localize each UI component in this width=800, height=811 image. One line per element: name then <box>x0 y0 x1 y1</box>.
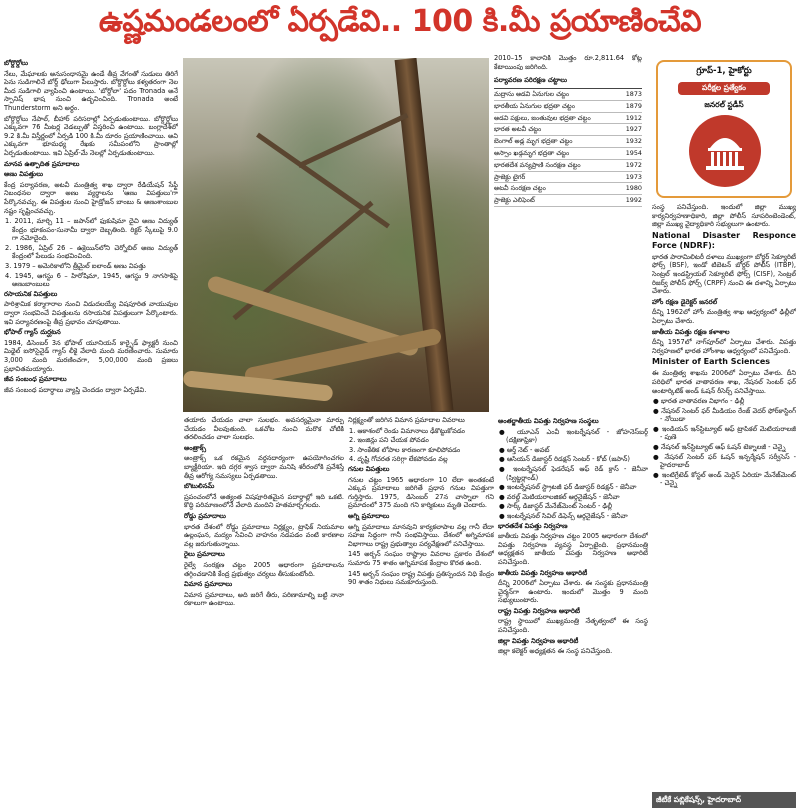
paragraph: నేలు, మేఘాలకు అనుసంధానమై ఉండే తీవ్ర వేగంతో సుడులు తిరిగే పెను సుడిగాలినే బోర్డ్ ఢోలుగా పిలుస్తారు. బోర్డొర్డోలు కళ్యతరంగా నెల మీద సుడిగాలి వ్యాపించి ఉంటాయి. 'బోర్డోలా' పదం Tronada అనే స్పానిష్ భాష నుంచి ఉద్భవించింది. Tronada అంటే Thunderstorm అని అర్థం. <box>4 69 178 112</box>
law-name: ప్రాజెక్టు ఎలిఫెంట్ <box>494 196 535 205</box>
law-name: భారతదేశ వన్యప్రాణి సంరక్షణ చట్టం <box>494 160 581 169</box>
paragraph: తయారు చేయడం చాలా సులభం. అవసర్యమైనా మార్పు చేయడం వీలవుతుంది. ఒకచోట నుంచి మరొక చోటికి తరలించడం చాలా సులభం. <box>184 416 344 442</box>
list-item: 4. దృష్టి గోచరత సరిగ్గా లేకపోవడం వల్ల <box>349 455 448 464</box>
badge-subject: జనరల్ స్టడీస్ <box>704 100 744 109</box>
section-heading: జాతీయ విపత్తు రక్షణ కళాశాల <box>652 327 730 336</box>
law-name: ప్రాజెక్టు టైగర్ <box>494 172 526 181</box>
org-list-item: ● సార్క్ డిజాస్టర్ మేనేజ్‌మెంట్ సెంటర్ - ఢిల్లీ <box>499 502 613 511</box>
laws-table-row <box>494 124 642 136</box>
budget-note: 2010–15 కాలానికి మొత్తం రూ.2,811.64 కోట్ల కేటాయింపు జరిగింది. <box>494 54 642 71</box>
article-column-4 <box>498 416 648 806</box>
law-year: 1927 <box>625 125 642 134</box>
laws-table-row <box>494 160 642 172</box>
paragraph: దీన్ని 1957లో నాగ్‌పూర్‌లో ఏర్పాటు చేశారు. విపత్తు నిర్వహణలో భారత హోంశాఖ ఆధ్వర్యంలో పనిచేస్తుంది. <box>652 338 796 355</box>
paragraph: రాష్ట్ర స్థాయిలో ముఖ్యమంత్రి నేతృత్వంలో ఈ సంస్థ పనిచేస్తుంది. <box>498 617 648 635</box>
tree-branch <box>256 133 390 229</box>
law-name: బెంగాల్ అడ్ల మృగ భద్రతా చట్టం <box>494 137 573 146</box>
section-heading: అంతర్జాతీయ విపత్తు నిర్వహణ సంస్థలు <box>498 417 599 425</box>
paragraph: గనుల చట్టం 1965 ఆధారంగా 10 లేదా అంతకంటే ఎక్కువ ప్రమాదాలు జరిగితే ప్రధాన గనుల విపత్తుగా గుర్తిస్తారు. 1975, డిసెంబర్ 27న చాస్నాలా గని ప్రమాదంలో 375 మంది గని కార్మికులు మృతి చెందారు. <box>348 475 494 510</box>
institute-list-item: ● ఇండియన్ ఇన్‌స్టిట్యూట్ ఆఫ్ ట్రాపికల్ మెటియరాలజీ - పుణె <box>653 424 796 442</box>
paragraph: కేంద్ర పర్యావరణ, అటవీ మంత్రిత్వ శాఖ ద్వారా రేడియేషన్ సేఫ్టీ నిబంధనల ద్వారా అణు వ్యర్థాలను 'ఆణు విపత్తులు'గా పేర్కొనవచ్చు. ఈ విపత్తుల నుంచి హైడ్రోజన్ బాంబు & అణుశాంబుల నష్టం సృష్టించవచ్చు. <box>4 180 178 215</box>
paragraph: విమాన ప్రమాదాలు, అది జరిగే తీరు, పరిణామాల్ని బట్టి నానా రకాలుగా ఉంటాయి. <box>184 590 344 608</box>
section-heading: హోం రక్షణ డైరెక్టర్ జనరల్ <box>652 297 718 306</box>
badge-subtitle: పరీక్షల ప్రత్యేకం <box>678 82 770 95</box>
law-year: 1972 <box>625 160 642 169</box>
section-heading: రోడ్డు ప్రమాదాలు <box>184 511 226 520</box>
law-year: 1973 <box>625 172 642 181</box>
institute-list-item: ● నేషనల్ సెంటర్ ఫర్ ఓషన్ ఇన్ఫర్మేషన్ సర్వీసెస్ - హైదరాబాద్ <box>653 452 796 470</box>
org-list-item: ● ఆసియన్ డిజాస్టర్ రిడక్షన్ సెంటర్ - కోబ్ (జపాన్) <box>499 455 630 464</box>
section-heading: జిల్లా విపత్తు నిర్వహణ అథారిటీ <box>498 636 579 645</box>
section-heading: విమాన ప్రమాదాలు <box>184 580 233 589</box>
exam-special-badge <box>656 60 792 198</box>
laws-table-row <box>494 89 642 101</box>
paragraph: సంస్థ పనిచేస్తుంది. ఇందులో జిల్లా ముఖ్య కార్యనిర్వహణాధికారి, జిల్లా పోలీస్ సూపరింటెండెంట్, జిల్లా ముఖ్య వైద్యాధికారి సభ్యులుగా ఉంటారు. <box>652 203 796 229</box>
laws-table-row <box>494 183 642 195</box>
section-heading: అగ్ని ప్రమాదాలు <box>348 511 390 520</box>
law-year: 1912 <box>625 113 642 122</box>
law-name: భారత అటవీ చట్టం <box>494 125 542 134</box>
paragraph: జీవ సంబంధ పదార్థాలు వ్యాప్తి చెందడం ద్వారా ఏర్పడేవి. <box>4 385 147 394</box>
institute-list-item: ● ఇంటిగ్రేటెడ్ కోస్టల్ అండ్ మెరైన్ ఏరియా మేనేజ్‌మెంట్ - చెన్నై <box>653 470 796 488</box>
laws-table-row <box>494 136 642 148</box>
section-heading: భోపాల్ గ్యాస్ దుర్ఘటన <box>4 328 61 337</box>
section-heading: బోర్డొర్డోలు <box>4 59 29 67</box>
article-column-2 <box>184 416 344 806</box>
article-column-1 <box>4 58 178 806</box>
org-list-item: ● ఇంటర్నేషనల్ సివిల్ డిఫెన్స్ ఆర్గనైజేషన్ - జెనీవా <box>499 511 628 520</box>
laws-table-row <box>494 148 642 160</box>
paragraph: అగ్ని ప్రమాదాలు మానవుని కార్యకలాపాల వల్ల గానీ లేదా సహజ సిద్ధంగా గానీ సంభవిస్తాయి. దేశంలో అగ్నిమాపక విభాగాలు రాష్ట్ర ప్రభుత్వాల పర్యవేక్షణలో పనిచేస్తాయి. <box>348 522 494 548</box>
paragraph: 1984, డిసెంబర్ 3న భోపాల్ యూనియన్ కార్బైడ్ ఫ్యాక్టరీ నుంచి మిథైల్ ఐసోసైనైడ్ గ్యాస్ లీకై వేలాది మంది మరణించారు. సుమారు 3,000 మంది మరణించగా, 5,00,000 మంది ప్రజలు ప్రభావితమయ్యారు. <box>4 338 178 373</box>
law-year: 1879 <box>625 101 642 110</box>
paragraph: పారిశ్రామిక కర్మాగారాల నుంచి విడుదలయ్యే విషపూరిత వాయువుల ద్వారా సంభవించే విపత్తులను రసాయనిక విపత్తులుగా పేర్కొంటారు. ఇవి పర్యావరణంపై తీవ్ర ప్రభావం చూపుతాయి. <box>4 300 178 326</box>
paragraph: భారత దేశంలో రోడ్డు ప్రమాదాలు నిర్లక్ష్యం, ట్రాఫిక్ నియమాల ఉల్లంఘన, మద్యం సేవించి వాహనం నడపడం వంటి కారణాల వల్ల జరుగుతున్నాయి. <box>184 522 344 548</box>
paragraph: ప్రపంచంలోనే అత్యంత విషపూరితమైన పదార్థాల్లో ఇది ఒకటి. కొద్ది పరిమాణంలోనే వేలాది మందిని హతమార్చగలదు. <box>184 492 344 510</box>
parliament-emblem-icon <box>688 114 762 188</box>
section-heading: జీవ సంబంధ ప్రమాదాలు <box>4 375 67 384</box>
law-name: అస్సాం ఖడ్గమృగ భద్రతా చట్టం <box>494 148 570 157</box>
section-heading: మానవ ఉత్పాదిత ప్రమాదాలు <box>4 159 80 168</box>
section-heading: రైలు ప్రమాదాలు <box>184 550 225 559</box>
paragraph: భారత పారామిలిటరీ దళాలు ముఖ్యంగా బోర్డర్ సెక్యూరిటీ ఫోర్స్ (BSF), ఇండో టిబెటన్ బోర్డర్ పోలీస్ (ITBP), సెంట్రల్ ఇండస్ట్రియల్ సెక్యూరిటీ ఫోర్స్ (CISF), సెంట్రల్ రిజర్వ్ పోలీస్ ఫోర్స్ (CRPF) నుంచి ఈ దళాన్ని ఏర్పాటు చేశారు. <box>652 252 796 296</box>
org-list-item: ● ఇంటర్నేషనల్ ఫెడరేషన్ ఆఫ్ రెడ్ క్రాస్ - జెనీవా (స్విట్జర్లాండ్) <box>499 464 648 482</box>
article-column-3 <box>348 416 494 806</box>
section-heading: అణు విపత్తులు <box>4 170 44 179</box>
org-list-item: ● ఇంటర్నేషనల్ స్ట్రాటజీ ఫర్ డిజాస్టర్ రిడక్షన్ - జెనీవా <box>499 483 637 492</box>
laws-table <box>494 74 642 234</box>
fallen-log <box>244 327 443 384</box>
tree-trunk <box>395 58 454 412</box>
law-name: అటవీ సంరక్షణ చట్టం <box>494 184 546 193</box>
list-item: 1. 2011, మార్చి 11 – జపాన్‌లో ఫుకుషిమా దైచి అణు విద్యుత్ కేంద్రం భూకంపం-సునామీ ద్వారా దెబ్బతింది. రిక్టర్ స్కేలుపై 9.0 గా నమోదైంది. <box>5 217 178 243</box>
law-year: 1992 <box>625 196 642 205</box>
laws-table-row <box>494 113 642 125</box>
org-list-item: ● యూఎన్ ఎంవీ ఇంటర్నేషనల్ - జోహనెస్‌బర్గ్ (దక్షిణాఫ్రికా) <box>499 427 648 445</box>
law-year: 1980 <box>625 184 642 193</box>
list-item: 1. ఆకాశంలో రెండు విమానాలు ఢీకొట్టుకోవడం <box>349 426 466 435</box>
paragraph: జాతీయ విపత్తు నిర్వహణ చట్టం 2005 ఆధారంగా దేశంలో విపత్తు నిర్వహణ వ్యవస్థ ఏర్పాటైంది. ప్రధానమంత్రి అధ్యక్షతన జాతీయ విపత్తు నిర్వహణ అథారిటీ పనిచేస్తుంది. <box>498 532 648 566</box>
article-column-5 <box>652 203 796 806</box>
section-heading: భారతదేశ విపత్తు నిర్వహణ <box>498 521 568 530</box>
laws-table-row <box>494 172 642 184</box>
law-name: భారతీయ ఏనుగుల భద్రతా చట్టం <box>494 101 575 110</box>
publisher-footer: జీటీకే పబ్లికేషన్స్, హైదరాబాద్ <box>652 792 796 808</box>
law-name: మద్రాసు అడవి ఏనుగుల చట్టం <box>494 90 570 98</box>
paragraph: నిర్లక్ష్యంతో జరిగిన విమాన ప్రమాదాల వివరాలు <box>348 416 465 424</box>
paragraph: 145 అర్బన్ సంఘం రాష్ట్రాల వివరాల ప్రకారం దేశంలో సుమారు 75 శాతం అగ్నిమాపక కేంద్రాల కొరత ఉంది. <box>348 550 494 567</box>
section-heading: బొటులినమ్ <box>184 482 215 491</box>
paragraph: జిల్లా కలెక్టర్ అధ్యక్షతన ఈ సంస్థ పనిచేస్తుంది. <box>498 647 613 656</box>
badge-title: గ్రూప్-1, హైకోర్టు <box>696 66 752 76</box>
institute-list-item: ● నేషనల్ ఇన్‌స్టిట్యూట్ ఆఫ్ ఓషన్ టెక్నాలజీ - చెన్నై <box>653 443 786 452</box>
paragraph: ఈ మంత్రిత్వ శాఖను 2006లో ఏర్పాటు చేశారు. దీని పరిధిలో భారత వాతావరణ శాఖ, నేషనల్ సెంటర్ ఫర్ అంటార్కిటిక్ అండ్ ఓషన్ రీసెర్చ్ పనిచేస్తాయి. <box>652 369 796 395</box>
paragraph: 145 అర్బన్ సంఘం రాష్ట్ర విపత్తు ప్రతిస్పందన నిధి కేంద్రం 90 శాతం నిధులు సమకూరుస్తుంది. <box>348 569 494 587</box>
institute-list-item: ● భారత వాతావరణ విభాగం - ఢిల్లీ <box>653 397 745 406</box>
fallen-trees-photo <box>183 58 489 412</box>
list-item: 2. 1986, ఏప్రిల్ 26 – ఉక్రెయిన్‌లోని చెర్నోబిల్ అణు విద్యుత్ కేంద్రంలో పేలుడు సంభవించింది. <box>5 243 178 261</box>
law-year: 1873 <box>625 90 642 98</box>
org-list-item: ● వరల్డ్ మెటియరాలజికల్ ఆర్గనైజేషన్ - జెనీవా <box>499 492 620 501</box>
law-name: అడవి పక్షులు, జంతువుల భద్రతా చట్టం <box>494 113 591 122</box>
list-item: 3. 1979 – అమెరికాలోని త్రీమైల్ ఐలాండ్ అణు విపత్తు <box>5 262 146 271</box>
section-heading: రాష్ట్ర విపత్తు నిర్వహణ అథారిటీ <box>498 606 580 615</box>
page-headline: ఉష్ణమండలంలో ఏర్పడేవి.. 100 కి.మీ ప్రయాణించేవి <box>98 4 702 39</box>
section-heading: Minister of Earth Sciences <box>652 357 771 367</box>
paragraph: అంత్రాక్స్ ఒక రకమైన వర్ధనదార్యంగా ఉపయోగించగల బ్యాక్టీరియా. ఇది దగ్గర శ్వాస ద్వారా మనిషి శరీరంలోకి ప్రవేశిస్తే తీవ్ర ఆరోగ్య సమస్యలు ఏర్పడతాయి. <box>184 454 344 480</box>
section-heading: అంత్రాక్స్ <box>184 443 206 452</box>
paragraph: బోర్డొర్డోలు నేపాల్, బీహార్ పరిసరాల్లో ఏర్పడుతుంటాయి. బోర్డొర్డోలు ఎక్కువగా 76 మీటర్ల వెడల్పుతో విస్తరించి ఉంటాయి. బంగ్లాదేశ్‌లో 9.2 కి.మీ విస్తీర్ణంలో ఏర్పడి 100 కి.మీ దూరం ప్రయాణించాయి. అవి ఎక్కువగా భూమధ్య రేఖకు సమీపంలోని ప్రాంతాల్లో ఏర్పడుతుంటాయి. ఇవి ఏప్రిల్-మే నెలల్లో ఏర్పడుతుంటాయి. <box>4 114 178 157</box>
section-heading: National Disaster Responce Force (NDRF): <box>652 230 796 250</box>
list-item: 3. సాంకేతిక లోపాల కారణంగా కూలిపోవడం <box>349 445 461 454</box>
laws-table-row <box>494 101 642 113</box>
section-heading: జాతీయ విపత్తు నిర్వహణ అథారిటీ <box>498 568 588 577</box>
laws-table-row <box>494 195 642 207</box>
list-item: 4. 1945, ఆగస్టు 6 – హిరోషిమా, 1945, ఆగస్టు 9 నాగసాకిపై అణుబాంబులు <box>5 271 178 289</box>
laws-table-header: పర్యావరణ పరిరక్షణ చట్టాలు <box>494 74 642 89</box>
tree-branch <box>298 113 409 168</box>
org-list-item: ● అర్త్ నెట్ - అవట్ <box>499 445 550 454</box>
section-heading: రసాయనిక విపత్తులు <box>4 289 58 298</box>
section-heading: గనుల విపత్తులు <box>348 464 390 473</box>
list-item: 2. ఇంజిన్లు పని చేయక పోవడం <box>349 436 429 445</box>
institute-list-item: ● నేషనల్ సెంటర్ ఫర్ మీడియం రేంజ్ వెదర్ ఫోర్‌కాస్టింగ్ - నోయిడా <box>653 406 796 424</box>
paragraph: రైల్వే సంరక్షణ చట్టం 2005 ఆధారంగా ప్రమాదాలను తగ్గించడానికి కేంద్ర ప్రభుత్వం చర్యలు తీసుకుంటోంది. <box>184 560 344 578</box>
law-year: 1954 <box>625 148 642 157</box>
paragraph: దీన్ని 1962లో హోం మంత్రిత్వ శాఖ ఆధ్వర్యంలో ఢిల్లీలో ఏర్పాటు చేశారు. <box>652 308 796 325</box>
law-year: 1932 <box>625 137 642 146</box>
paragraph: దీన్ని 2006లో ఏర్పాటు చేశారు. ఈ సంస్థకు ప్రధానమంత్రి చైర్మన్‌గా ఉంటారు. ఇందులో మొత్తం 9 మంది సభ్యులుంటారు. <box>498 579 648 605</box>
